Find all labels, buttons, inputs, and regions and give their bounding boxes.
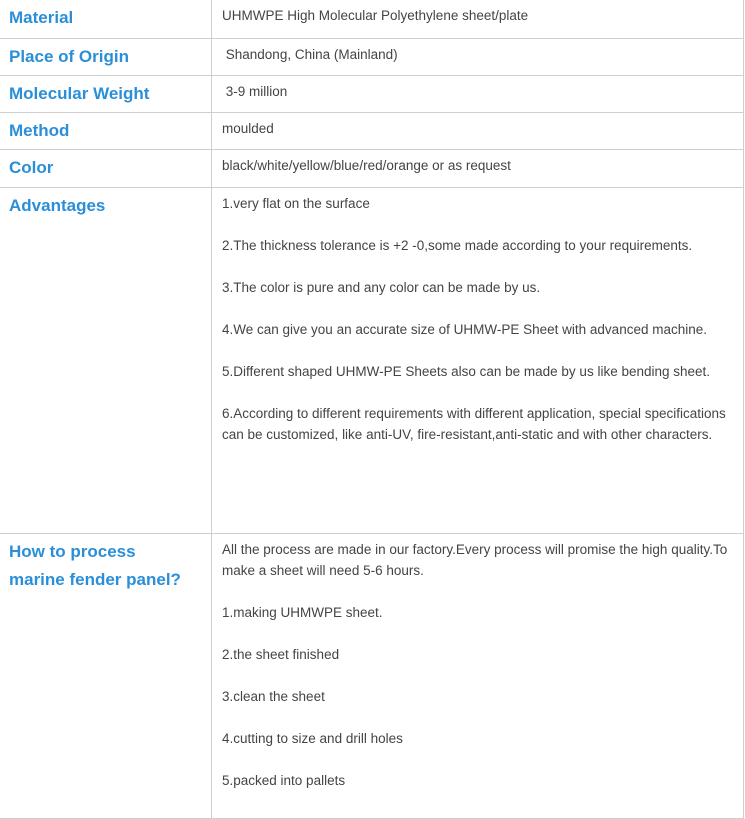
label-color: Color (0, 149, 212, 187)
label-advantages: Advantages (0, 187, 212, 533)
label-process-line2: marine fender panel? (9, 569, 181, 589)
label-material: Material (0, 0, 212, 38)
value-method: moulded (212, 112, 744, 149)
label-method: Method (0, 112, 212, 149)
process-step: 4.cutting to size and drill holes (222, 730, 403, 746)
row-material (0, 0, 744, 38)
value-material: UHMWPE High Molecular Polyethylene sheet/plate (212, 0, 744, 38)
value-origin-text: Shandong, China (Mainland) (225, 46, 398, 62)
advantage-item: 2.The thickness tolerance is +2 -0,some made according to your requirements. (222, 237, 693, 253)
process-step: 1.making UHMWPE sheet. (222, 604, 383, 620)
value-process (212, 533, 744, 818)
row-weight (0, 75, 744, 112)
label-process-line1: How to process (9, 541, 136, 561)
advantage-item: 6.According to different requirements with different application, special specifications can be customized, like anti-UV, fire-resistant,anti-static and with other characters. (222, 405, 726, 442)
advantage-item: 5.Different shaped UHMW-PE Sheets also can be made by us like bending sheet. (222, 363, 711, 379)
advantage-item: 4.We can give you an accurate size of UHMW-PE Sheet with advanced machine. (222, 321, 707, 337)
process-intro: All the process are made in our factory.Every process will promise the high quality.To make a sheet will need 5-6 hours. (222, 541, 728, 578)
value-color: black/white/yellow/blue/red/orange or as request (212, 149, 744, 187)
label-origin: Place of Origin (0, 38, 212, 75)
row-method (0, 112, 744, 149)
value-advantages (212, 187, 744, 533)
process-step: 2.the sheet finished (222, 646, 340, 662)
value-weight-text: 3-9 million (225, 83, 288, 99)
row-origin (0, 38, 744, 75)
process-step: 5.packed into pallets (222, 772, 346, 788)
advantage-item: 3.The color is pure and any color can be made by us. (222, 279, 541, 295)
label-process (0, 533, 212, 818)
row-process (0, 533, 744, 818)
row-color (0, 149, 744, 187)
value-origin (212, 38, 744, 75)
value-weight (212, 75, 744, 112)
row-advantages (0, 187, 744, 533)
advantage-item: 1.very flat on the surface (222, 195, 370, 211)
label-weight: Molecular Weight (0, 75, 212, 112)
process-step: 3.clean the sheet (222, 688, 325, 704)
